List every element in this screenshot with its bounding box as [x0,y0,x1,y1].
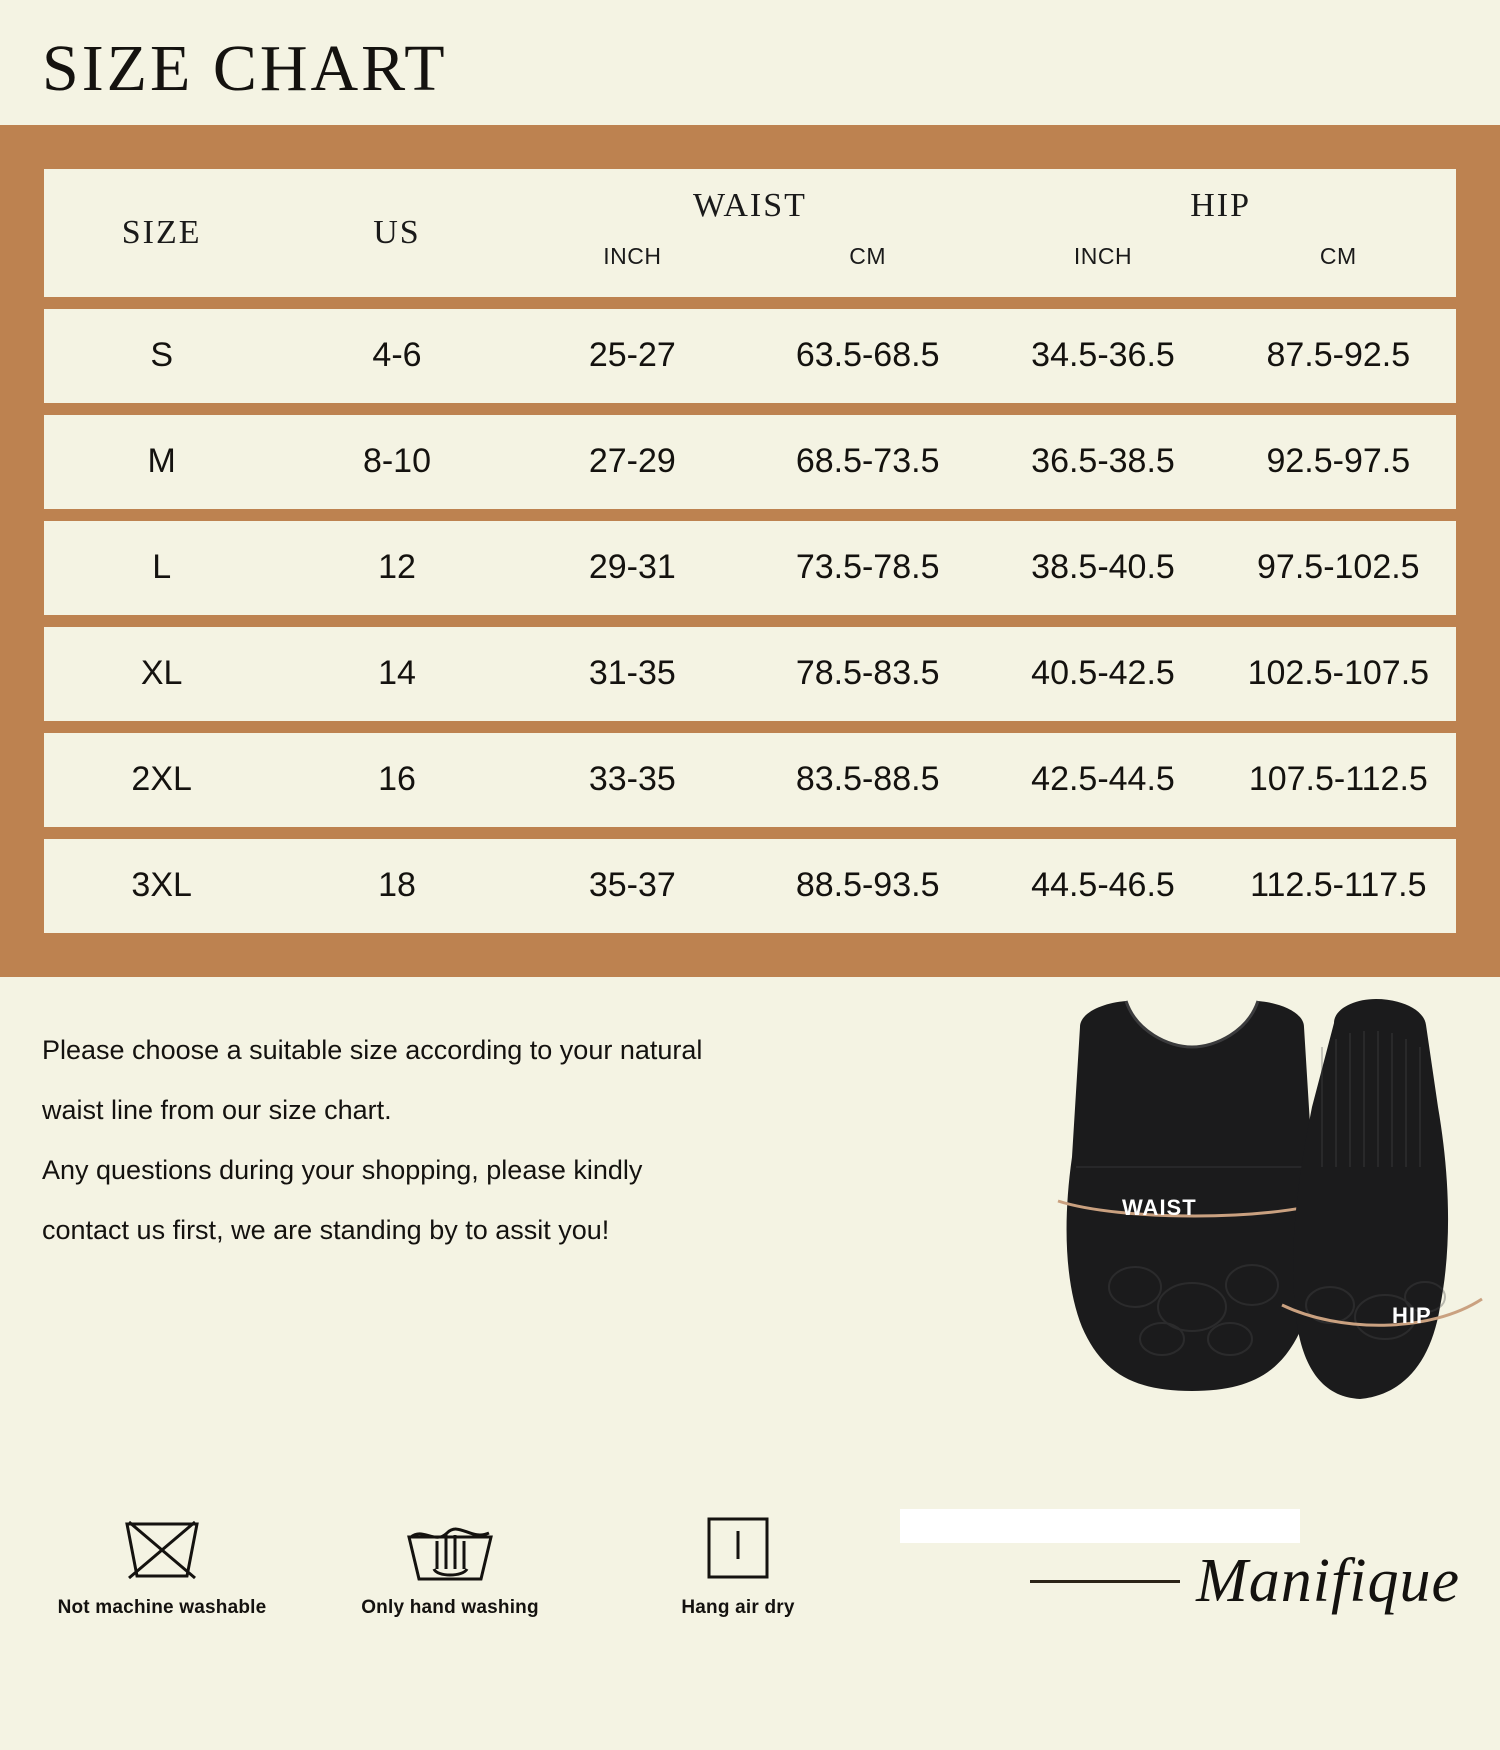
note-line-4: contact us first, we are standing by to assit you! [42,1214,610,1245]
cell-hip-cm: 102.5-107.5 [1247,654,1430,692]
care-item-hang-dry [618,1505,858,1619]
cell-waist-cm: 78.5-83.5 [795,654,940,692]
table-header [44,169,1456,297]
cell-hip-inch: 34.5-36.5 [1031,336,1175,374]
brand-logo [1030,1546,1460,1617]
info-section [0,977,1500,1647]
cell-hip-cm: 97.5-102.5 [1257,548,1420,586]
cell-waist-inch: 25-27 [588,336,676,374]
table-row [44,415,1456,509]
cell-waist-cm: 73.5-78.5 [795,548,940,586]
cell-waist-inch: 35-37 [588,866,676,904]
hip-measure-label: HIP [1392,1302,1432,1328]
brand-name: Manifique [1196,1546,1460,1615]
cell-hip-cm: 92.5-97.5 [1266,442,1411,480]
note-line-1: Please choose a suitable size according to your natural [42,1034,703,1065]
cell-us: 12 [378,548,416,586]
cell-us: 18 [378,866,416,904]
waist-measure-label: WAIST [1122,1194,1197,1220]
cell-size: XL [140,654,183,692]
header-waist-label: WAIST [693,186,807,224]
cell-us: 8-10 [362,442,432,480]
cell-hip-inch: 42.5-44.5 [1031,760,1175,798]
table-row [44,733,1456,827]
cell-waist-inch: 31-35 [588,654,676,692]
header-hip-group [985,169,1456,297]
care-label: Hang air dry [681,1596,795,1618]
cell-waist-cm: 63.5-68.5 [795,336,940,374]
cell-hip-inch: 44.5-46.5 [1031,866,1175,904]
cell-size: 3XL [131,866,192,904]
header-hip-label: HIP [1190,186,1252,224]
cell-waist-inch: 29-31 [588,548,676,586]
cell-size: L [152,548,172,586]
cell-waist-cm: 88.5-93.5 [795,866,940,904]
table-row [44,839,1456,933]
cell-us: 14 [378,654,416,692]
cell-hip-cm: 112.5-117.5 [1250,866,1427,904]
hang-dry-icon [618,1505,858,1591]
care-item-hand-wash [330,1505,570,1619]
care-instructions [42,1505,858,1619]
no-machine-wash-icon [42,1505,282,1591]
cell-hip-cm: 87.5-92.5 [1266,336,1411,374]
cell-hip-cm: 107.5-112.5 [1248,760,1428,798]
product-illustration [930,987,1490,1627]
size-advice-text [42,1023,902,1257]
size-chart-panel [0,125,1500,977]
cell-hip-inch: 40.5-42.5 [1031,654,1175,692]
white-bar-decoration [900,1509,1300,1543]
page-title: SIZE CHART [42,32,448,105]
care-label: Only hand washing [361,1596,539,1618]
cell-waist-inch: 33-35 [588,760,676,798]
header-hip-inch: INCH [1073,242,1133,269]
cell-size: M [147,442,176,480]
header-waist-cm: CM [849,242,887,269]
note-line-3: Any questions during your shopping, please kindly [42,1154,643,1185]
cell-size: 2XL [131,760,192,798]
header-size: SIZE [121,213,202,251]
header-waist-group [515,169,986,297]
header-waist-inch: INCH [603,242,662,269]
bodysuit-back [1293,999,1448,1399]
cell-waist-inch: 27-29 [588,442,676,480]
table-row [44,627,1456,721]
cell-us: 4-6 [372,336,422,374]
cell-us: 16 [378,760,416,798]
cell-waist-cm: 68.5-73.5 [795,442,940,480]
cell-waist-cm: 83.5-88.5 [795,760,940,798]
brand-divider [1030,1580,1180,1583]
header-hip-cm: CM [1319,242,1357,269]
care-label: Not machine washable [57,1596,267,1618]
table-row [44,521,1456,615]
hand-wash-icon [330,1505,570,1591]
care-item-no-machine-wash [42,1505,282,1619]
header-us: US [373,213,421,251]
cell-hip-inch: 38.5-40.5 [1031,548,1175,586]
cell-size: S [150,336,173,374]
note-line-2: waist line from our size chart. [42,1094,392,1125]
table-row [44,309,1456,403]
cell-hip-inch: 36.5-38.5 [1031,442,1175,480]
